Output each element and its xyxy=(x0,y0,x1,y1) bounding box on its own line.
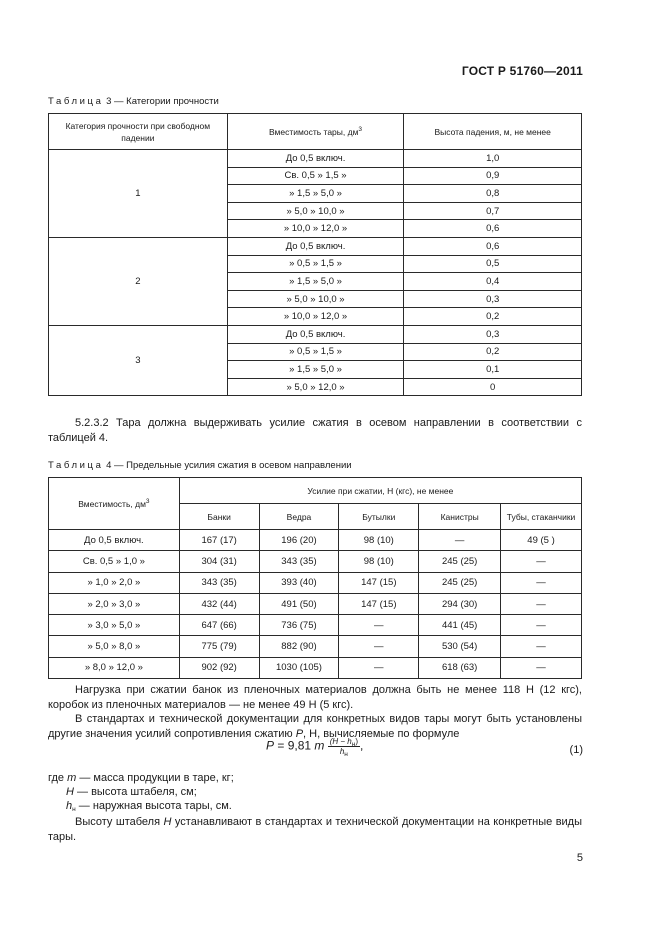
table-row xyxy=(49,615,582,636)
table3-height-cell: 0,9 xyxy=(404,167,582,185)
table3-height-cell: 0,2 xyxy=(404,308,582,326)
table3-height-cell: 0,2 xyxy=(404,343,582,361)
table3-caption-word: Таблица xyxy=(48,96,104,107)
table-row xyxy=(49,657,582,678)
table4-value-cell: 304 (31) xyxy=(179,551,259,572)
table3-capacity-cell: » 0,5 » 1,5 » xyxy=(227,255,404,273)
table4-value-cell: — xyxy=(501,551,582,572)
table-row xyxy=(49,551,582,572)
table3-header-capacity-label: Вместимость тары, дм xyxy=(268,126,359,137)
table3-caption-text: 3 — Категории прочности xyxy=(106,96,219,107)
table3-height-cell: 1,0 xyxy=(404,150,582,168)
table4-value-cell: 775 (79) xyxy=(179,636,259,657)
where-text-H: — высота штабеля, см; xyxy=(73,786,197,798)
table3-caption xyxy=(48,96,219,107)
variable-P: P xyxy=(295,727,304,740)
table3-height-cell: 0,6 xyxy=(404,237,582,255)
table4-header-capacity-label: Вместимость, дм xyxy=(78,498,146,509)
table3-header-row xyxy=(49,114,582,150)
table-row xyxy=(49,530,582,551)
table4-value-cell: — xyxy=(501,615,582,636)
variable-H-inline: H xyxy=(163,816,172,828)
table4-header-capacity xyxy=(49,478,180,530)
paragraph-stack-tail: устанавливают в стандартах и технической документации на конкретные виды тары. xyxy=(48,816,583,843)
formula-fraction xyxy=(328,737,360,756)
table3-capacity-cell: » 5,0 » 12,0 » xyxy=(227,378,404,396)
paragraph-stack-text: Высоту штабеля xyxy=(75,816,164,828)
table4-value-cell: 343 (35) xyxy=(179,572,259,593)
table4-col-bottles: Бутылки xyxy=(339,504,419,530)
table4-value-cell: — xyxy=(501,657,582,678)
formula-numerator-text: (H − h xyxy=(329,737,352,746)
page-number: 5 xyxy=(576,852,583,864)
formula-number: (1) xyxy=(569,744,583,756)
table3-capacity-cell: » 5,0 » 10,0 » xyxy=(227,290,404,308)
table4-value-cell: 147 (15) xyxy=(339,572,419,593)
table-row xyxy=(49,636,582,657)
table4-value-cell: 393 (40) xyxy=(259,572,339,593)
table4 xyxy=(48,477,582,679)
formula-m: m xyxy=(314,738,325,753)
table3-header-height: Высота падения, м, не менее xyxy=(404,114,582,150)
table4-value-cell: 196 (20) xyxy=(259,530,339,551)
table4-capacity-cell: » 3,0 » 5,0 » xyxy=(49,615,180,636)
table4-value-cell: — xyxy=(339,636,419,657)
table3-capacity-cell: » 10,0 » 12,0 » xyxy=(227,308,404,326)
table3-capacity-cell: » 0,5 » 1,5 » xyxy=(227,343,404,361)
table4-value-cell: 736 (75) xyxy=(259,615,339,636)
table4-header-row xyxy=(49,478,582,504)
where-prefix: где xyxy=(48,772,68,784)
table3-capacity-cell: Св. 0,5 » 1,5 » xyxy=(227,167,404,185)
formula-denominator-sub: н xyxy=(344,751,348,758)
table4-caption xyxy=(48,460,352,471)
document-header: ГОСТ Р 51760—2011 xyxy=(461,64,583,78)
paragraph-film-load: Нагрузка при сжатии банок из пленочных материалов должна быть не менее 118 Н (12 кгс), коробок из пленочных материалов — не менее 49 Н (5 кгс). xyxy=(48,684,582,711)
paragraph-standards-text: В стандартах и технической документации для конкретных видов тары могут быть установлены другие значения усилий сопротивления сжатию xyxy=(48,713,582,740)
variable-h-sub: н xyxy=(72,806,76,813)
table4-col-tubes: Тубы, стаканчики xyxy=(501,504,582,530)
table4-value-cell: 441 (45) xyxy=(419,615,501,636)
where-text-h: — наружная высота тары, см. xyxy=(75,800,232,812)
table4-col-buckets: Ведра xyxy=(259,504,339,530)
table4-value-cell: — xyxy=(501,572,582,593)
table4-value-cell: 98 (10) xyxy=(339,551,419,572)
paragraph-stack-height xyxy=(48,815,582,844)
formula-numerator xyxy=(328,737,360,747)
variable-H: H xyxy=(66,786,74,798)
table4-value-cell: 902 (92) xyxy=(179,657,259,678)
table3-height-cell: 0,7 xyxy=(404,202,582,220)
table3-category-cell: 1 xyxy=(49,150,228,238)
table4-value-cell: 530 (54) xyxy=(419,636,501,657)
table-row xyxy=(49,572,582,593)
table3-category-cell: 3 xyxy=(49,325,228,395)
table4-capacity-cell: Св. 0,5 » 1,0 » xyxy=(49,551,180,572)
table4-value-cell: 343 (35) xyxy=(259,551,339,572)
variable-h: h xyxy=(66,800,73,812)
table4-col-canisters: Канистры xyxy=(419,504,501,530)
formula-comma: , xyxy=(360,738,364,753)
unit-superscript: 3 xyxy=(145,497,150,505)
table3-header-category: Категория прочности при свободном падении xyxy=(49,114,228,150)
unit-superscript: 3 xyxy=(358,125,363,133)
formula-numerator-sub: н xyxy=(351,741,356,748)
table4-value-cell: 491 (50) xyxy=(259,593,339,614)
table4-value-cell: — xyxy=(419,530,501,551)
where-line-h xyxy=(66,800,232,812)
table3-capacity-cell: До 0,5 включ. xyxy=(227,325,404,343)
table3-capacity-cell: » 1,5 » 5,0 » xyxy=(227,361,404,379)
table4-capacity-cell: » 2,0 » 3,0 » xyxy=(49,593,180,614)
table3-height-cell: 0,3 xyxy=(404,325,582,343)
table3-height-cell: 0 xyxy=(404,378,582,396)
table3-height-cell: 0,1 xyxy=(404,361,582,379)
table4-caption-word: Таблица xyxy=(48,460,104,471)
paragraph-standards-tail: , Н, вычисляемые по формуле xyxy=(303,727,460,740)
where-line-m xyxy=(48,772,234,784)
table4-value-cell: 618 (63) xyxy=(419,657,501,678)
table3-capacity-cell: До 0,5 включ. xyxy=(227,237,404,255)
table4-value-cell: 245 (25) xyxy=(419,551,501,572)
table4-capacity-cell: До 0,5 включ. xyxy=(49,530,180,551)
table4-value-cell: 147 (15) xyxy=(339,593,419,614)
table4-capacity-cell: » 5,0 » 8,0 » xyxy=(49,636,180,657)
table3-height-cell: 0,8 xyxy=(404,185,582,203)
where-line-H xyxy=(66,786,197,798)
table4-value-cell: 294 (30) xyxy=(419,593,501,614)
table3-header-capacity xyxy=(227,114,404,150)
table4-value-cell: — xyxy=(339,657,419,678)
paragraph-5-2-3-2: 5.2.3.2 Тара должна выдерживать усилие сжатия в осевом направлении в соответствии с таблицей 4. xyxy=(48,417,582,444)
table3-height-cell: 0,6 xyxy=(404,220,582,238)
table4-value-cell: — xyxy=(501,593,582,614)
table3-capacity-cell: » 5,0 » 10,0 » xyxy=(227,202,404,220)
table4-caption-text: 4 — Предельные усилия сжатия в осевом направлении xyxy=(106,460,352,471)
table3-height-cell: 0,3 xyxy=(404,290,582,308)
table3-capacity-cell: » 10,0 » 12,0 » xyxy=(227,220,404,238)
variable-m: m xyxy=(67,772,77,784)
formula-denominator-text: h xyxy=(339,747,345,756)
table3 xyxy=(48,113,582,396)
formula-lhs: P xyxy=(266,738,275,753)
table4-value-cell: 167 (17) xyxy=(179,530,259,551)
table4-value-cell: 98 (10) xyxy=(339,530,419,551)
formula-denominator xyxy=(328,747,360,756)
table4-value-cell: 49 (5 ) xyxy=(501,530,582,551)
table4-value-cell: — xyxy=(501,636,582,657)
where-text-m: — масса продукции в таре, кг; xyxy=(76,772,234,784)
table3-height-cell: 0,4 xyxy=(404,273,582,291)
table3-capacity-cell: До 0,5 включ. xyxy=(227,150,404,168)
table3-height-cell: 0,5 xyxy=(404,255,582,273)
formula-numerator-end: ) xyxy=(355,737,359,746)
table4-col-cans: Банки xyxy=(179,504,259,530)
formula-coefficient: = 9,81 xyxy=(274,738,315,753)
table4-header-force: Усилие при сжатии, Н (кгс), не менее xyxy=(179,478,581,504)
table4-capacity-cell: » 1,0 » 2,0 » xyxy=(49,572,180,593)
table4-value-cell: 647 (66) xyxy=(179,615,259,636)
table4-value-cell: 432 (44) xyxy=(179,593,259,614)
table3-category-cell: 2 xyxy=(49,237,228,325)
table4-value-cell: 1030 (105) xyxy=(259,657,339,678)
table3-capacity-cell: » 1,5 » 5,0 » xyxy=(227,185,404,203)
table-row xyxy=(49,593,582,614)
table4-value-cell: 245 (25) xyxy=(419,572,501,593)
table4-value-cell: — xyxy=(339,615,419,636)
table4-value-cell: 882 (90) xyxy=(259,636,339,657)
formula xyxy=(266,737,363,756)
table3-capacity-cell: » 1,5 » 5,0 » xyxy=(227,273,404,291)
table4-capacity-cell: » 8,0 » 12,0 » xyxy=(49,657,180,678)
